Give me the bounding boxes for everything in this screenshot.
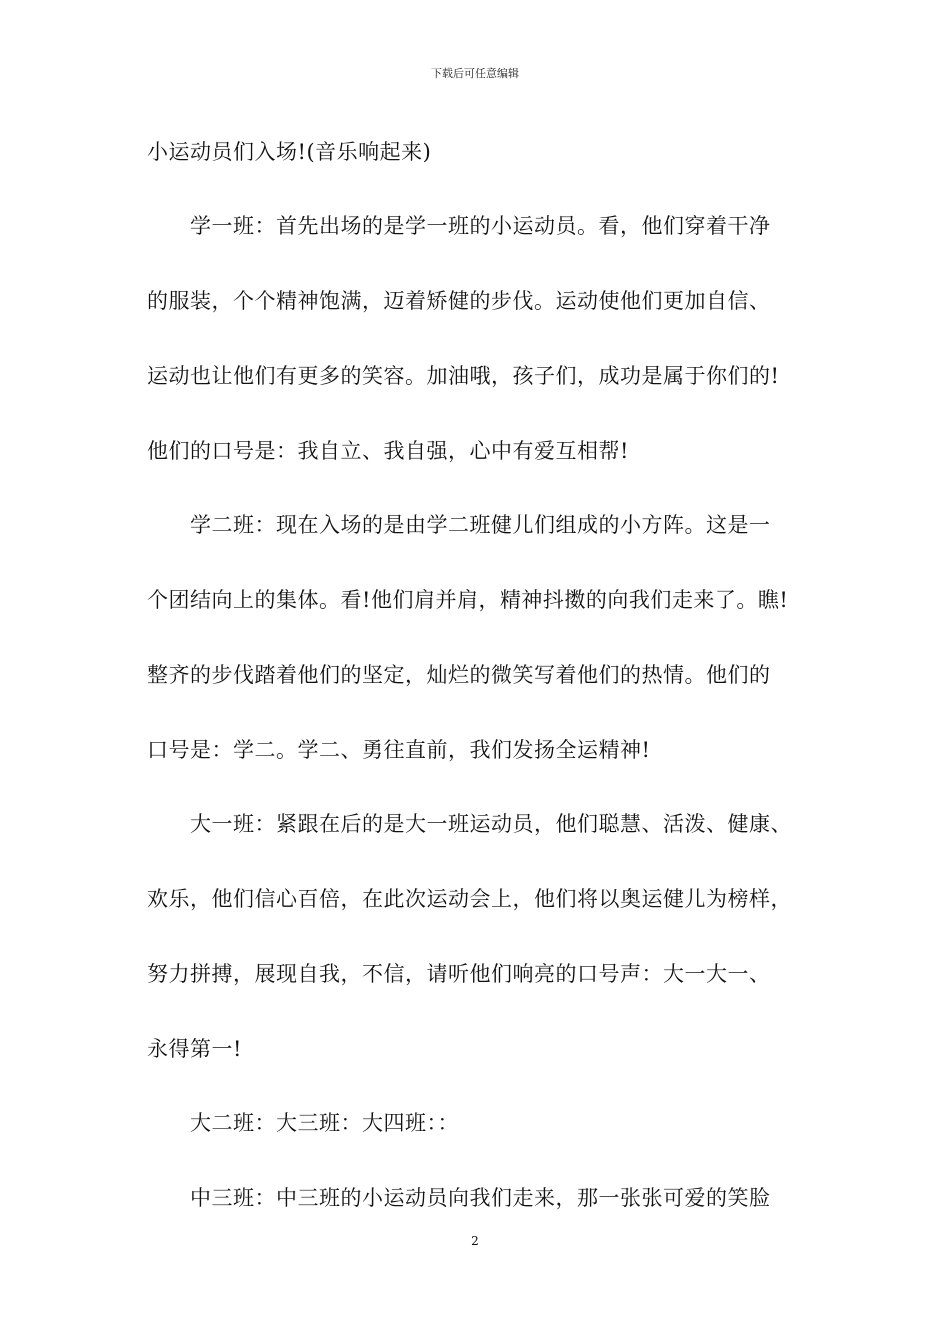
text-line: 个团结向上的集体。看!他们肩并肩，精神抖擞的向我们走来了。瞧! [147, 588, 789, 612]
page-header: 下载后可任意编辑 [431, 67, 519, 80]
text-line: 中三班：中三班的小运动员向我们走来，那一张张可爱的笑脸 [190, 1186, 771, 1210]
text-line: 小运动员们入场!(音乐响起来) [147, 140, 432, 164]
text-line: 口号是：学二。学二、勇往直前，我们发扬全运精神! [147, 738, 651, 762]
text-line: 欢乐，他们信心百倍，在此次运动会上，他们将以奥运健儿为榜样， [147, 887, 792, 911]
text-line: 学一班：首先出场的是学一班的小运动员。看，他们穿着干净 [190, 214, 771, 238]
page-number: 2 [471, 1234, 479, 1248]
text-line: 大二班：大三班：大四班：： [190, 1111, 459, 1135]
text-line: 他们的口号是：我自立、我自强，心中有爱互相帮! [147, 439, 629, 463]
text-line: 的服装，个个精神饱满，迈着矫健的步伐。运动使他们更加自信、 [147, 289, 771, 313]
text-line: 努力拼搏，展现自我，不信，请听他们响亮的口号声：大一大一、 [147, 962, 771, 986]
text-line: 大一班：紧跟在后的是大一班运动员，他们聪慧、活泼、健康、 [190, 812, 792, 836]
text-line: 整齐的步伐踏着他们的坚定，灿烂的微笑写着他们的热情。他们的 [147, 663, 771, 687]
text-line: 学二班：现在入场的是由学二班健儿们组成的小方阵。这是一 [190, 513, 771, 537]
text-line: 运动也让他们有更多的笑容。加油哦，孩子们，成功是属于你们的! [147, 364, 780, 388]
text-line: 永得第一! [147, 1037, 242, 1061]
